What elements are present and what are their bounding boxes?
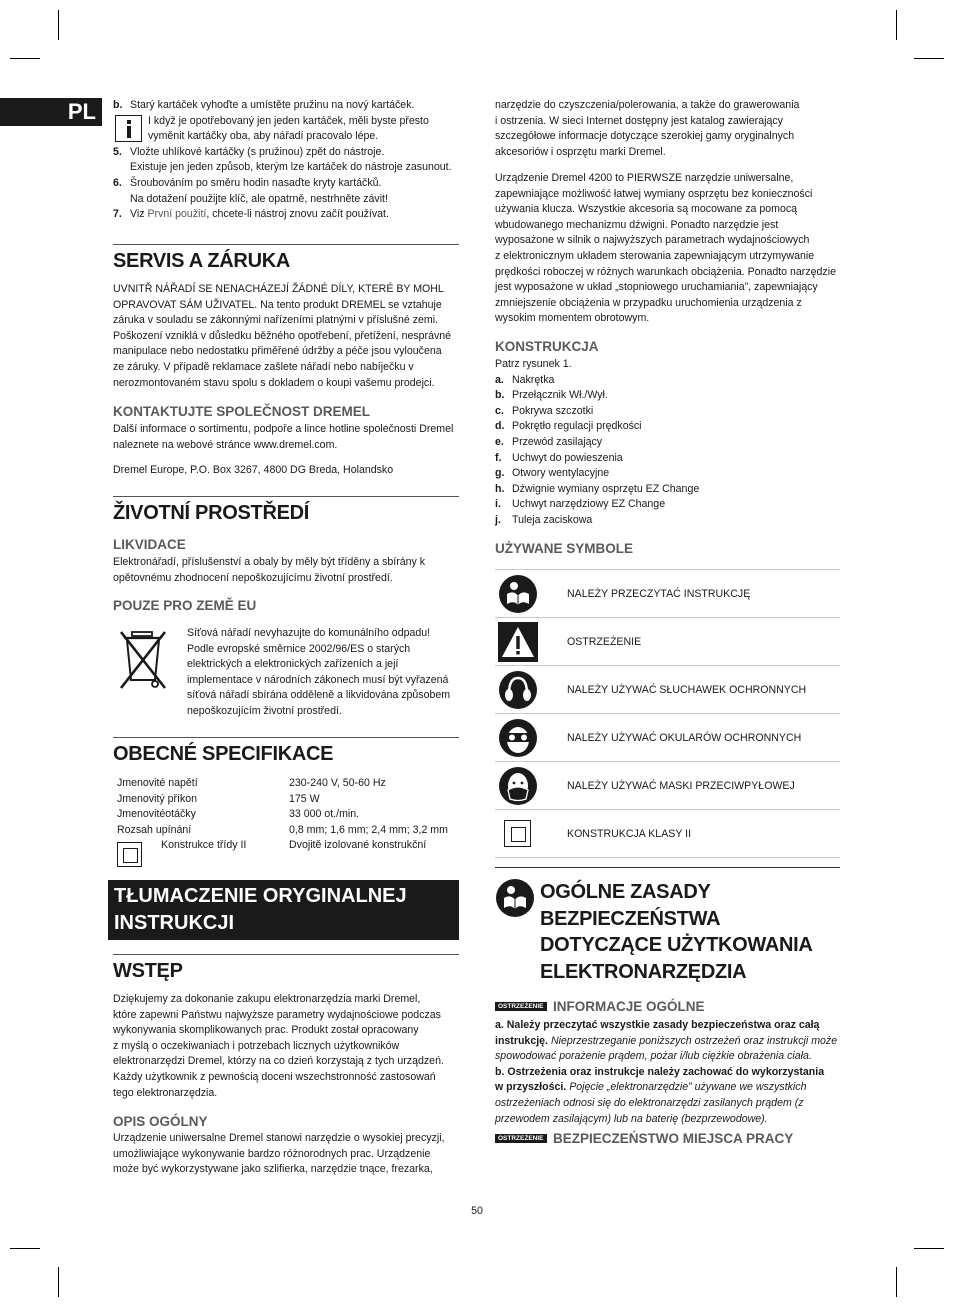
list-item: a. Nakrętka: [495, 373, 555, 386]
env-title: ŽIVOTNÍ PROSTŘEDÍ: [113, 502, 310, 524]
safety-title: OGÓLNE ZASADY BEZPIECZEŃSTWA DOTYCZĄCE UŻYTKOWANIA ELEKTRONARZĘDZIA: [540, 881, 813, 983]
specs-table: [117, 776, 462, 854]
step-7: 7. Viz První použití, chcete-li nástroj znovu začít používat.: [113, 208, 389, 221]
list-item: j. Tuleja zaciskowa: [495, 513, 593, 526]
step-line: Existuje jen jeden způsob, kterým lze kartáček do nástroje zasunout.: [130, 161, 452, 174]
spec-row: Jmenovitéotáčky 33 000 ot./min.: [117, 808, 360, 821]
warning-triangle-icon: [495, 622, 540, 662]
language-tab: PL: [0, 98, 102, 126]
symbol-row: NALEŻY UŻYWAĆ MASKI PRZECIWPYŁOWEJ: [495, 762, 840, 810]
dremel-4200-body: Urządzenie Dremel 4200 to PIERWSZE narzędzie uniwersalne, zapewniające możliwość łatwej wymiany osprzętu bez konieczności używania klucza. Wszystkie akcesoria są mocowane za pomocą wbudowanego mechanizmu dźwigni. Ponadto narzędzie jest wyposażone w silnik o najwyższych parametrach wydajnościowych z elektronicznym układem sterowania zapewniającym utrzymywanie prędkości roboczej w różnych warunkach obciążenia. Ponadto narzędzie jest wyposażone w układ „stopniowego uruchamiania”, zapewniający zmniejszenie obciążenia w przypadku uruchomienia urządzenia z wysokim momentem obrotowym.: [495, 172, 836, 325]
symbol-row: KONSTRUKCJA KLASY II: [495, 810, 840, 858]
wstep-body: Dziękujemy za dokonanie zakupu elektronarzędzia marki Dremel, które zapewni Państwu najwyższe parametry wydajnościowe podczas wykonywania skomplikowanych prac. Produkt został opracowany z myślą o oczekiwaniach i potrzebach licznych użytkowników elektronarzędzi Dremel, którzy na co dzień korzystają z tych urządzeń. Każdy użytkownik z pewnością doceni wszechstronność zastosowań tego elektronarzędzia.: [113, 993, 444, 1099]
eu-body: Síťová nářadí nevyhazujte do komunálního odpadu! Podle evropské směrnice 2002/96/ES o starých elektrických a elektronických zařízeních a její implementace v národních zákonech musí být vyřazená síťová nářadí sbírána odděleně a likvidována způsobem nepoškozujícím životní prostředí.: [187, 627, 451, 717]
divider: [113, 954, 459, 955]
crop-mark: [914, 1248, 944, 1249]
step-6: 6. Šroubováním po směru hodin nasaďte kryty kartáčků. Na dotažení použijte klíč, ale opatrně, nestrhněte závit!: [113, 176, 463, 207]
spec-row: Jmenovité napětí 230-240 V, 50-60 Hz: [117, 777, 386, 789]
crop-mark: [10, 58, 40, 59]
eye-protection-icon: [495, 718, 540, 758]
page-number: 50: [471, 1205, 483, 1217]
step-line: Šroubováním po směru hodin nasaďte kryty kartáčků.: [130, 176, 382, 189]
warning-badge: OSTRZEŻENIE: [495, 1002, 547, 1011]
spec-row: Konstrukce třídy II Dvojitě izolované konstrukční: [161, 839, 427, 852]
step-line: vyměnit kartáčky oba, aby nářadí pracovalo lépe.: [148, 130, 379, 143]
contact-body: Další informace o sortimentu, podpoře a lince hotline společnosti Dremel naleznete na webové stránce www.dremel.com.: [113, 423, 454, 451]
info-body: a. Należy przeczytać wszystkie zasady bezpieczeństwa oraz całą instrukcję. Nieprzestrzeganie poniższych ostrzeżeń oraz instrukcji może spowodować porażenie prądem, pożar i/lub ciężkie obrażenia ciała. b. Ostrzeżenia oraz instrukcje należy zachować do wykorzystania w przyszłości. Pojęcie „elektronarzędzie” używane we wszystkich ostrzeżeniach odnosi się do elektronarzędzi zasilanych prądem (z przewodem zasilającym) lub na baterię (bezprzewodowe).: [495, 1019, 838, 1125]
list-item: e. Przewód zasilający: [495, 435, 603, 448]
divider: [495, 867, 840, 868]
weee-bin-icon: [118, 628, 168, 690]
ear-protection-icon: [495, 670, 540, 710]
contact-title: KONTAKTUJTE SPOLEČNOST DREMEL: [113, 404, 371, 419]
eu-title: POUZE PRO ZEMĚ EU: [113, 598, 257, 613]
list-item: c. Pokrywa szczotki: [495, 404, 594, 417]
spec-row: Rozsah upínání 0,8 mm; 1,6 mm; 2,4 mm; 3,2 mm: [117, 823, 448, 836]
divider: [113, 737, 459, 738]
spec-row: Jmenovitý příkon 175 W: [117, 792, 320, 805]
intro-body: narzędzie do czyszczenia/polerowania, a także do grawerowania i ostrzenia. W sieci Internet dostępny jest katalog zawierający szczegółowe informacje dotyczące szerokiej gamy oryginalnych akcesoriów i osprzętu marki Dremel.: [495, 99, 800, 158]
konstrukcja-list: Patrz rysunek 1. a. Nakrętka b. Przełącznik Wł./Wył. c. Pokrywa szczotki d. Pokrętło regulacji prędkości e. Przewód zasilający f. Uchwyt do powieszenia g. Otwory wentylacyjne h. Dźwignie wymiany osprzętu EZ Change i. Uchwyt narzędziowy EZ Change j. Tuleja zaciskowa: [495, 357, 841, 529]
opis-title: OPIS OGÓLNY: [113, 1114, 208, 1129]
list-item: d. Pokrętło regulacji prędkości: [495, 420, 642, 433]
crop-mark: [58, 1267, 59, 1297]
list-item: g. Otwory wentylacyjne: [495, 467, 610, 480]
crop-mark: [914, 58, 944, 59]
list-item: f. Uchwyt do powieszenia: [495, 451, 623, 464]
list-item: h. Dźwignie wymiany osprzętu EZ Change: [495, 482, 700, 495]
divider: [113, 244, 459, 245]
symbol-row: OSTRZEŻENIE: [495, 618, 840, 666]
step-b: b. Starý kartáček vyhoďte a umístěte pružinu na nový kartáček. I když je opotřebovaný jen jeden kartáček, měli byste přesto vyměnit kartáčky oba, aby nářadí pracovalo lépe.: [113, 98, 463, 145]
read-manual-icon: [495, 878, 535, 923]
step-line: Na dotažení použijte klíč, ale opatrně, nestrhněte závit!: [130, 192, 388, 205]
class-ii-icon: [117, 842, 142, 867]
symbols-table: [495, 569, 840, 858]
konstrukcja-title: KONSTRUKCJA: [495, 339, 599, 354]
address: Dremel Europe, P.O. Box 3267, 4800 DG Breda, Holandsko: [113, 464, 394, 476]
step-5: 5. Vložte uhlíkové kartáčky (s pružinou) zpět do nástroje. Existuje jen jeden způsob, kterým lze kartáček do nástroje zasunout.: [113, 145, 463, 176]
crop-mark: [896, 10, 897, 40]
left-column: [113, 98, 463, 223]
likvidace-title: LIKVIDACE: [113, 537, 186, 552]
step-line: I když je opotřebovaný jen jeden kartáček, měli byste přesto: [148, 114, 429, 127]
crop-mark: [10, 1248, 40, 1249]
crop-mark: [58, 10, 59, 40]
symbol-row: NALEŻY UŻYWAĆ SŁUCHAWEK OCHRONNYCH: [495, 666, 840, 714]
divider: [113, 496, 459, 497]
workplace-heading: OSTRZEŻENIE BEZPIECZEŃSTWO MIEJSCA PRACY: [495, 1130, 793, 1148]
wstep-title: WSTĘP: [113, 960, 183, 982]
class-ii-icon: [495, 820, 540, 847]
dust-mask-icon: [495, 766, 540, 806]
servis-body: UVNITŘ NÁŘADÍ SE NENACHÁZEJÍ ŽÁDNÉ DÍLY, KTERÉ BY MOHL OPRAVOVAT SÁM UŽIVATEL. Na tento produkt DREMEL se vztahuje záruka v souladu se zákonnými nařízeními platnými v příslušné zemi. Poškození vzniklá v důsledku běžného opotřebení, přetížení, nesprávné manipulace nebo nedostatku přiměřené údržby a péče jsou vyloučena ze záruky. V případě reklamace zašlete nářadí nebo nabíječku v nerozmontovaném stavu spolu s dokladem o koupi vašemu prodejci.: [113, 283, 452, 389]
info-heading: OSTRZEŻENIE INFORMACJE OGÓLNE: [495, 998, 704, 1016]
symbols-title: UŻYWANE SYMBOLE: [495, 541, 634, 556]
opis-body: Urządzenie uniwersalne Dremel stanowi narzędzie o wysokiej precyzji, umożliwiające wykonywanie bardzo różnorodnych prac. Urządzenie może być wykorzystywane jako szlifierka, narzędzie tnące, frezarka,: [113, 1132, 445, 1176]
step-line: Starý kartáček vyhoďte a umístěte pružinu na nový kartáček.: [130, 99, 415, 111]
read-manual-icon: [495, 574, 540, 614]
symbol-row: NALEŻY PRZECZYTAĆ INSTRUKCJĘ: [495, 570, 840, 618]
specs-title: OBECNÉ SPECIFIKACE: [113, 743, 334, 765]
list-item: b. Przełącznik Wł./Wył.: [495, 389, 608, 402]
crop-mark: [896, 1267, 897, 1297]
list-item: i. Uchwyt narzędziowy EZ Change: [495, 498, 666, 511]
symbol-row: NALEŻY UŻYWAĆ OKULARÓW OCHRONNYCH: [495, 714, 840, 762]
first-use-link[interactable]: První použití: [147, 208, 207, 221]
step-line: Vložte uhlíkové kartáčky (s pružinou) zpět do nástroje.: [130, 145, 385, 158]
translation-banner: TŁUMACZENIE ORYGINALNEJ INSTRUKCJI: [108, 880, 459, 940]
warning-badge: OSTRZEŻENIE: [495, 1134, 547, 1143]
likvidace-body: Elektronářadí, příslušenství a obaly by měly být tříděny a sbírány k opětovnému zhodnocení nepoškozujícímu životní prostředí.: [113, 556, 426, 584]
servis-title: SERVIS A ZÁRUKA: [113, 250, 291, 272]
